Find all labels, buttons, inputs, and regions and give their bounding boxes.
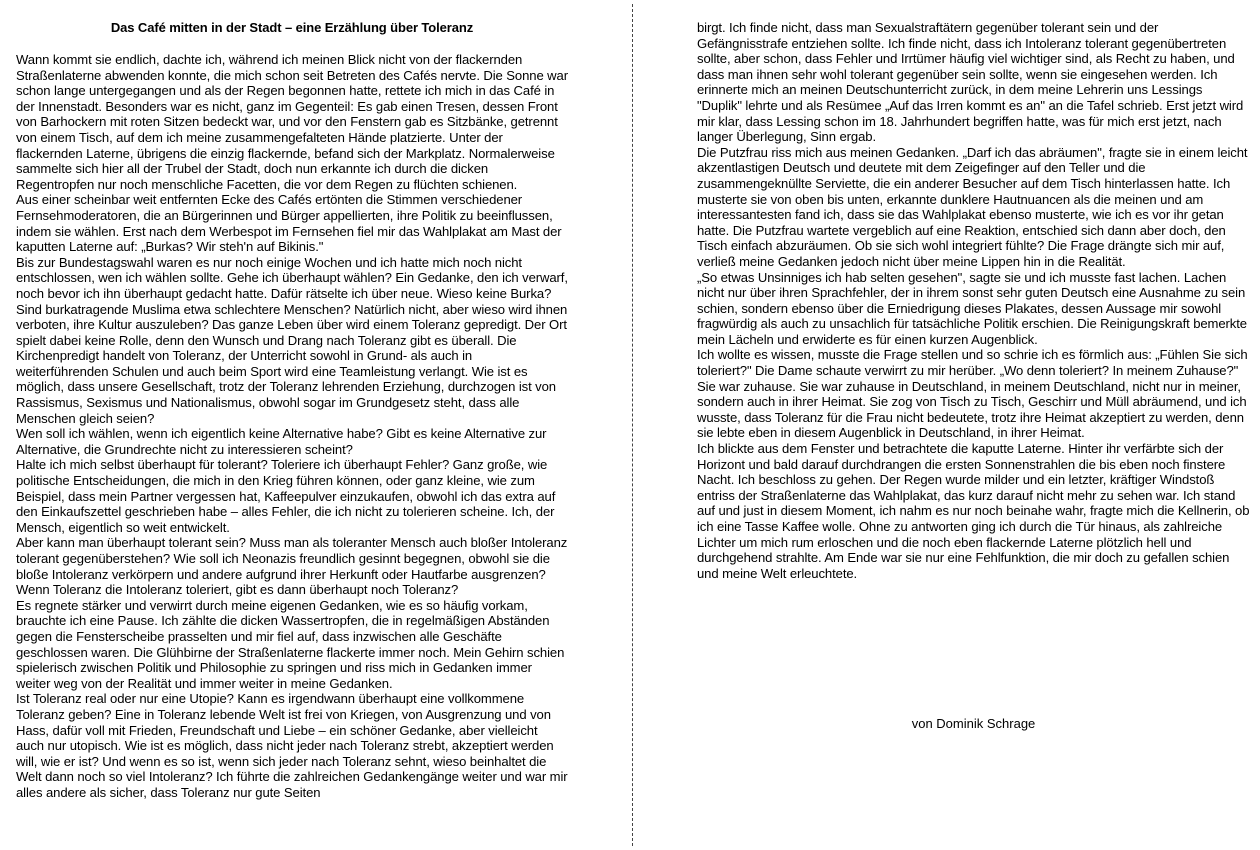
author-line: von Dominik Schrage: [911, 716, 1036, 731]
paragraph: Die Putzfrau riss mich aus meinen Gedanken. „Darf ich das abräumen", fragte sie in einem leicht akzentlastigen Deutsch und deutete mit dem Zeigefinger auf den Teller und die zusammengeknüllte Serviette, die ein anderer Besucher auf dem Tisch hinterlassen hatte. Ich musterte sie von oben bis unten, erkannte dunklere Hautnuancen als die meinen und am interessantesten fand ich, dass sie das Wahlplakat ebenso musterte, wie ich es vor ihr getan hatte. Die Putzfrau wartete vergeblich auf eine Reaktion, entschied sich dann aber doch, den Tisch einfach abzuräumen. Ob sie sich wohl integriert fühlte? Die Frage drängte sich mir auf, verließ meine Gedanken jedoch nicht über meine Lippen hin in die Realität.: [697, 144, 1248, 269]
paragraph: Ich wollte es wissen, musste die Frage stellen und so schrie ich es förmlich aus: „Fühlen Sie sich toleriert?" Die Dame schaute verwirrt zu mir herüber. „Wo denn toleriert? In meinem Zuhause?" Sie war zuhause. Sie war zuhause in Deutschland, in meinem Deutschland, nicht nur in meiner, sondern auch in ihrer Heimat. Sie zog von Tisch zu Tisch, Geschirr und Müll abräumend, und ich wusste, dass Toleranz für die Frau nicht bedeutete, trotz ihre Heimat akzeptiert zu werden, denn sie lebte eben in diesem Augenblick in Deutschland, in ihrer Heimat.: [697, 347, 1248, 441]
paragraph: Ist Toleranz real oder nur eine Utopie? Kann es irgendwann überhaupt eine vollkommene Toleranz geben? Eine in Toleranz lebende Welt ist frei von Kriegen, von Ausgrenzung und von Hass, dafür voll mit Frieden, Freundschaft und Liebe – ein schöner Gedanke, aber vielleicht auch nur utopisch. Wie ist es möglich, dass nicht jeder nach Toleranz strebt, akzeptiert werden will, wie er ist? Und wenn es so ist, wenn sich jeder nach Toleranz sehnt, wieso beinhaltet die Welt dann noch so viel Intoleranz? Ich führte die zahlreichen Gedankengänge weiter und war mir alles andere als sicher, dass Toleranz nur gute Seiten: [16, 691, 568, 800]
paragraph: „So etwas Unsinniges ich hab selten gesehen", sagte sie und ich musste fast lachen. Lachen nicht nur über ihren Sprachfehler, der in ihrem sonst sehr guten Deutsch eine Ausnahme zu sein schien, sondern ebenso über die Erniedrigung dieses Plakates, dessen Aussage mir sowohl fragwürdig als auch zu unsachlich für tatsächliche Politik erschien. Die Reinigungskraft bemerkte mein Lächeln und erwiderte es für einen kurzen Augenblick.: [697, 269, 1247, 347]
paragraph: Wen soll ich wählen, wenn ich eigentlich keine Alternative habe? Gibt es keine Alternative zur Alternative, die Grundrechte nicht zu interessieren scheint?: [16, 426, 547, 457]
paragraph: Wenn Toleranz die Intoleranz toleriert, gibt es dann überhaupt noch Toleranz?: [16, 582, 459, 598]
column-divider: [632, 4, 633, 846]
paragraph: Es regnete stärker und verwirrt durch meine eigenen Gedanken, wie es so häufig vorkam, brauchte ich eine Pause. Ich zählte die dicken Wassertropfen, die in regelmäßigen Abständen gegen die Fensterscheibe prasselten und mir fiel auf, dass inzwischen alle Geschäfte geschlossen waren. Die Glühbirne der Straßenlaterne flackerte immer noch. Mein Gehirn schien spielerisch zwischen Politik und Philosophie zu springen und riss mich in Gedanken immer weiter weg von der Realität und immer weiter in meine Gedanken.: [16, 597, 565, 691]
paragraph: birgt. Ich finde nicht, dass man Sexualstraftätern gegenüber tolerant sein und der Gefängnisstrafe entziehen sollte. Ich finde nicht, dass ich Intoleranz tolerant gegenübertreten sollte, aber schon, dass Fehler und Irrtümer häufig viel wichtiger sind, als Recht zu haben, und dass man ihnen sehr wohl tolerant gegenüber sein sollte, wenn sie eingesehen werden. Ich erinnerte mich an meinen Deutschunterricht zurück, in dem meine Lehrerin uns Lessings "Duplik" lehrte und als Resümee „Auf das Irren kommt es an" an die Tafel schrieb. Erst jetzt wird mir klar, dass Lessing schon im 18. Jahrhundert begriffen hatte, was für mich erst jetzt, nach langer Überlegung, Sinn ergab.: [697, 20, 1244, 145]
paragraph: Aber kann man überhaupt tolerant sein? Muss man als toleranter Mensch auch bloßer Intoleranz tolerant gegenüberstehen? Wie soll ich Neonazis freundlich gesinnt begegnen, obwohl sie die bloße Intoleranz verkörpern und andere aufgrund ihrer Herkunft oder Hautfarbe ausgrenzen?: [16, 535, 568, 582]
paragraph: Wann kommt sie endlich, dachte ich, während ich meinen Blick nicht von der flackernden Straßenlaterne abwenden konnte, die mich schon seit Betreten des Cafés nervte. Die Sonne war schon lange untergegangen und als der Regen begonnen hatte, rettete ich mich in das Café in der Innenstadt. Besonders war es nicht, ganz im Gegenteil: Es gab einen Tresen, dessen Front von Barhockern mit roten Sitzen bedeckt war, und vor den Fenstern gab es Sitzbänke, getrennt von einem Tisch, auf dem ich meine zusammengefalteten Hände platzierte. Unter der flackernden Laterne, übrigens die einzig flackernde, befand sich der Markplatz. Normalerweise sammelte sich hier all der Trubel der Stadt, doch nun erkannte ich durch die dicken Regentropfen nur noch menschliche Facetten, die vor dem Regen zu flüchten schienen.: [16, 52, 568, 192]
left-column: [16, 0, 568, 801]
right-column: [697, 0, 1250, 581]
document-title: Das Café mitten in der Stadt – eine Erzählung über Toleranz: [110, 20, 474, 35]
right-body: [697, 20, 1250, 581]
left-body: [16, 52, 568, 801]
paragraph: Ich blickte aus dem Fenster und betrachtete die kaputte Laterne. Hinter ihr verfärbte sich der Horizont und bald darauf durchdrangen die ersten Sonnenstrahlen die bis eben noch finstere Nacht. Ich beschloss zu gehen. Der Regen wurde milder und ein letzter, kräftiger Windstoß entriss der Straßenlaterne das Wahlplakat, das kurz darauf nicht mehr zu sehen war. Ich stand auf und just in diesem Moment, ich nahm es nur noch beinahe wahr, fragte mich die Kellnerin, ob ich eine Tasse Kaffee wolle. Ohne zu antworten ging ich durch die Tür hinaus, als zahlreiche Lichter um mich rum erloschen und die noch eben flackernde Laterne plötzlich hell und durchgehend strahlte. Am Ende war sie nur eine Fehlfunktion, die mir doch zu gefallen schien und meine Welt erleuchtete.: [697, 441, 1250, 581]
paragraph: Bis zur Bundestagswahl waren es nur noch einige Wochen und ich hatte mich noch nicht entschlossen, wen ich wählen sollte. Gehe ich überhaupt wählen? Ein Gedanke, den ich verwarf, noch bevor ich ihn überhaupt gedacht hatte. Dafür rätselte ich über neue. Wieso keine Burka? Sind burkatragende Muslima etwa schlechtere Menschen? Natürlich nicht, aber wieso wird ihnen verboten, ihre Kultur auszuleben? Das ganze Leben über wird einem Toleranz gepredigt. Der Ort spielt dabei keine Rolle, denn den Wunsch und Drang nach Toleranz gibt es überall. Die Kirchenpredigt handelt von Toleranz, der Unterricht sowohl in Grund- als auch in weiterführenden Schulen und auch beim Sport wird eine Teamleistung verlangt. Wie ist es möglich, dass unsere Gesellschaft, trotz der Toleranz lehrenden Erziehung, durchzogen ist von Rassismus, Sexismus und Nationalismus, obwohl sogar im Grundgesetz steht, dass alle Menschen gleich seien?: [16, 254, 568, 426]
paragraph: Aus einer scheinbar weit entfernten Ecke des Cafés ertönten die Stimmen verschiedener Fernsehmoderatoren, die an Bürgerinnen und Bürger appellierten, ihre Politik zu beeinflussen, indem sie wählen. Erst nach dem Werbespot im Fernsehen fiel mir das Wahlplakat am Mast der kaputten Laterne auf: „Burkas? Wir steh'n auf Bikinis.": [16, 192, 562, 255]
paragraph: Halte ich mich selbst überhaupt für tolerant? Toleriere ich überhaupt Fehler? Ganz große, wie politische Entscheidungen, die mich in den Krieg führen können, oder ganz kleine, wie zum Beispiel, dass mein Partner vergessen hat, Kaffeepulver einzukaufen, obwohl ich das extra auf den Einkaufszettel geschrieben habe – alles Fehler, die ich nicht zu tolerieren scheine. Ich, der Mensch, eigentlich so weit entwickelt.: [16, 457, 556, 535]
